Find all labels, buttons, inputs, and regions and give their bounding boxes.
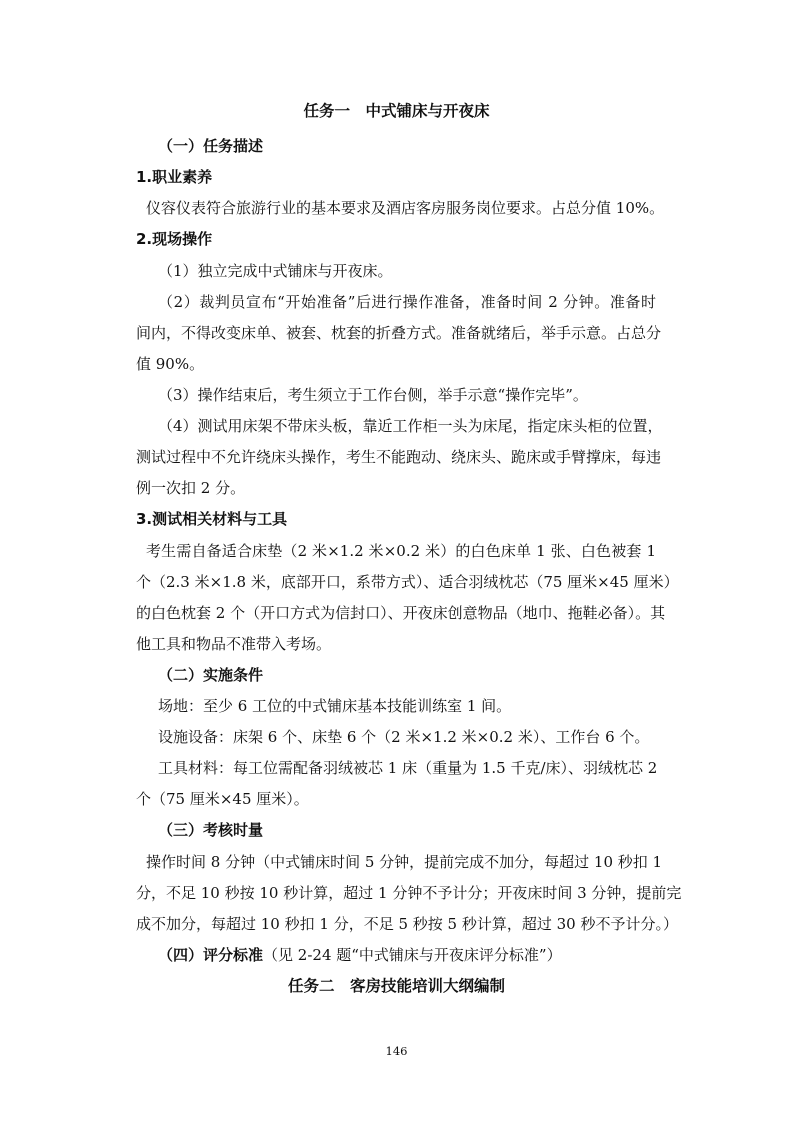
conditions-equipment: 设施设备：床架 6 个、床垫 6 个（2 米×1.2 米×0.2 米）、工作台 6 个。 <box>158 728 650 746</box>
onsite-item-4-line-1: （4）测试用床架不带床头板，靠近工作柜一头为床尾，指定床头柜的位置， <box>158 417 663 435</box>
onsite-item-3: （3）操作结束后，考生须立于工作台侧，举手示意“操作完毕”。 <box>158 386 588 404</box>
duration-line-3: 成不加分，每超过 10 秒扣 1 分，不足 5 秒按 5 秒计算，超过 30 秒不予计分。） <box>136 915 678 933</box>
scoring-reference: （见 2-24 题“中式铺床与开夜床评分标准”） <box>263 946 562 964</box>
onsite-item-2-line-2: 间内，不得改变床单、被套、枕套的折叠方式。准备就绪后，举手示意。占总分 <box>136 324 662 342</box>
materials-line-1: 考生需自备适合床垫（2 米×1.2 米×0.2 米）的白色床单 1 张、白色被套 1 <box>146 542 656 560</box>
onsite-item-4-line-2: 测试过程中不允许绕床头操作，考生不能跑动、绕床头、跪床或手臂撑床，每违 <box>136 448 662 466</box>
professional-quality-text: 仪容仪表符合旅游行业的基本要求及酒店客房服务岗位要求。占总分值 10%。 <box>146 199 665 217</box>
onsite-item-4-line-3: 例一次扣 2 分。 <box>136 479 246 497</box>
conditions-tools-line-1: 工具材料：每工位需配备羽绒被芯 1 床（重量为 1.5 千克/床）、羽绒枕芯 2 <box>158 759 658 777</box>
materials-line-4: 他工具和物品不准带入考场。 <box>136 635 332 653</box>
conditions-site: 场地：至少 6 工位的中式铺床基本技能训练室 1 间。 <box>158 697 512 715</box>
onsite-operation-heading: 2.现场操作 <box>136 230 213 248</box>
materials-line-3: 的白色枕套 2 个（开口方式为信封口）、开夜床创意物品（地巾、拖鞋必备）。其 <box>136 604 666 622</box>
professional-quality-heading: 1.职业素养 <box>136 168 213 186</box>
conditions-heading: （二）实施条件 <box>158 666 264 684</box>
page-number: 146 <box>385 1044 408 1058</box>
scoring-line <box>158 945 562 965</box>
materials-line-2: 个（2.3 米×1.8 米，底部开口，系带方式）、适合羽绒枕芯（75 厘米×45 厘米） <box>136 573 679 591</box>
task2-title: 任务二 客房技能培训大纲编制 <box>287 977 505 995</box>
task-description-heading: （一）任务描述 <box>158 137 264 155</box>
conditions-tools-line-2: 个（75 厘米×45 厘米）。 <box>136 790 309 808</box>
duration-line-1: 操作时间 8 分钟（中式铺床时间 5 分钟，提前完成不加分，每超过 10 秒扣 1 <box>146 853 663 871</box>
onsite-item-2-line-1: （2）裁判员宣布“开始准备”后进行操作准备，准备时间 2 分钟。准备时 <box>158 293 656 311</box>
task1-title: 任务一 中式铺床与开夜床 <box>303 102 490 120</box>
duration-line-2: 分，不足 10 秒按 10 秒计算，超过 1 分钟不予计分；开夜床时间 3 分钟，提前完 <box>136 884 682 902</box>
materials-tools-heading: 3.测试相关材料与工具 <box>136 510 288 528</box>
onsite-item-1: （1）独立完成中式铺床与开夜床。 <box>158 262 393 280</box>
duration-heading: （三）考核时量 <box>158 821 264 839</box>
scoring-heading: （四）评分标准 <box>158 946 264 964</box>
onsite-item-2-line-3: 值 90%。 <box>136 355 205 373</box>
